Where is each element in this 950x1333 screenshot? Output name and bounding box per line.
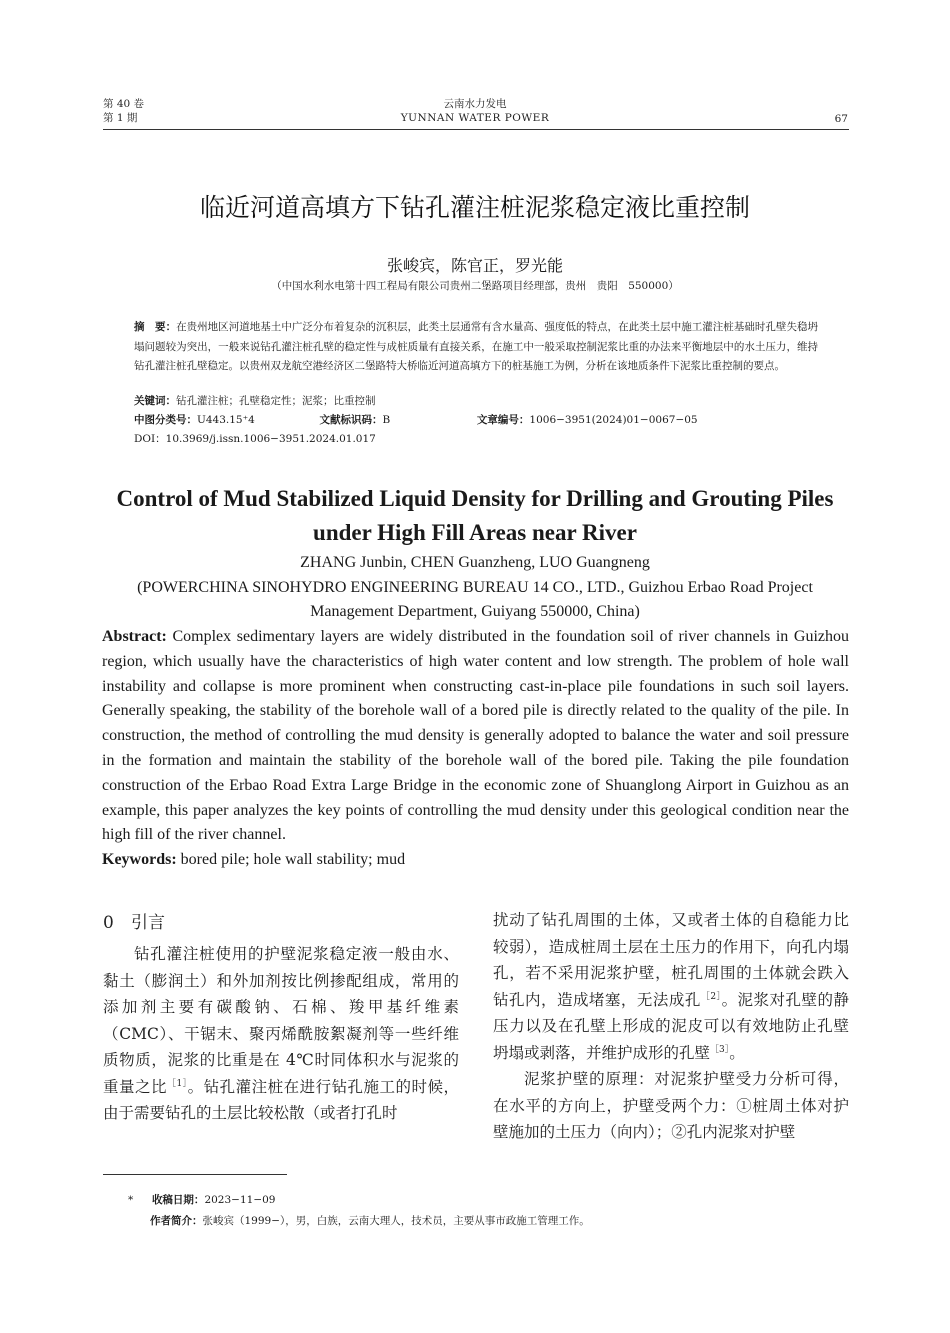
section-heading [103,907,459,939]
received-date-label: 收稿日期： [151,1194,205,1206]
paragraph-2-text-b: 。泥浆对孔壁的静压力以及在孔壁上形成的泥皮可以有效地防止孔壁坍塌或剥落，并维护成形的孔壁 [493,990,849,1062]
paper-title-en: Control of Mud Stabilized Liquid Density for Drilling and Grouting Piles under High Fill Areas near River [116,486,834,545]
header-rule [103,129,849,130]
abstract-cn-label: 摘 要： [134,321,177,333]
footnote-marker: * [128,1194,134,1206]
citation-3: ［3］ [710,1044,730,1055]
abstract-cn [134,318,818,377]
body-column-left [103,907,459,1127]
doc-code-label: 文献标识码： [319,414,383,426]
authors-en: ZHANG Junbin, CHEN Guanzheng, LUO Guangneng [300,554,650,571]
issue-label: 第 1 期 [103,112,138,124]
author-bio-value: 张峻宾（1999−），男，白族，云南大理人，技术员，主要从事市政施工管理工作。 [202,1215,590,1227]
footnote-author-bio [150,1213,590,1229]
author-bio-label: 作者简介： [150,1215,203,1227]
article-number-label: 文章编号： [476,414,530,426]
paragraph-2-text-a: 扰动了钻孔周围的土体，又或者土体的自稳能力比较弱），造成桩周土层在土压力的作用下，向孔内塌孔，若不采用泥浆护壁，桩孔周围的土体就会跌入钻孔内，造成堵塞，无法成孔 [493,911,849,1009]
citation-2: ［2］ [700,991,722,1002]
paragraph-1-text-b: 。钻孔灌注桩在进行钻孔施工的时候，由于需要钻孔的土层比较松散（或者打孔时 [103,1077,459,1122]
citation-1: ［1］ [166,1078,188,1089]
volume-label: 第 40 卷 [103,98,145,110]
keywords-cn [134,392,818,412]
clc-label: 中图分类号： [134,414,197,426]
paragraph-2 [493,907,849,1066]
abstract-en-text: Complex sedimentary layers are widely distributed in the foundation soil of river channels in Guizhou region, which usually have the characteristics of high water content and low strength. The problem of hole wall instability and collapse is more prominent when constructing cast-in-place pile foundations in such soil layers. Generally speaking, the stability of the borehole wall of a bored pile is directly related to the quality of the pile. In construction, the method of controlling the mud density is generally adopted to balance the water and soil pressure in the formation and maintain the stability of the borehole wall of the bored pile. Taking the pile foundation construction of the Erbao Road Extra Large Bridge in the economic zone of Shuanglong Airport in Guizhou as an example, this paper analyzes the key points of controlling the mud density under this geological condition near the high fill of the river channel. [102,628,850,844]
keywords-en-label: Keywords: [102,851,177,868]
paper-title-cn: 临近河道高填方下钻孔灌注桩泥浆稳定液比重控制 [199,193,750,222]
journal-name-cn: 云南水力发电 [443,98,507,110]
footnote-received [128,1192,275,1208]
section-number: 0 [103,913,114,933]
keywords-cn-text: 钻孔灌注桩；孔壁稳定性；泥浆；比重控制 [176,395,376,407]
page-number: 67 [834,113,848,125]
section-title: 引言 [131,913,165,933]
keywords-en-text: bored pile; hole wall stability; mud [180,851,406,868]
paragraph-1 [103,941,459,1127]
body-column-right [493,907,849,1146]
abstract-en [102,625,849,848]
classification-line [134,411,818,431]
doi: DOI：10.3969/j.issn.1006−3951.2024.01.017 [134,433,376,445]
keywords-cn-label: 关键词： [134,395,176,407]
footnote-rule [103,1174,287,1175]
article-number-value: 1006−3951(2024)01−0067−05 [529,414,698,426]
authors-cn: 张峻宾，陈官正，罗光能 [386,256,563,275]
paragraph-2-text-c: 。 [729,1043,745,1062]
abstract-cn-text: 在贵州地区河道地基土中广泛分布着复杂的沉积层，此类土层通常有含水量高、强度低的特点，在此类土层中施工灌注桩基础时孔壁失稳坍塌问题较为突出，一般来说钻孔灌注桩孔壁的稳定性与成桩质量有直接关系，在施工中一般采取控制泥浆比重的办法来平衡地层中的水土压力，维持钻孔灌注桩孔壁稳定。以贵州双龙航空港经济区二堡路特大桥临近河道高填方下的桩基施工为例，分析在该地质条件下泥浆比重控制的要点。 [134,321,818,372]
abstract-en-label: Abstract: [102,628,167,645]
affiliation-cn: （中国水利水电第十四工程局有限公司贵州二堡路项目经理部，贵州 贵阳 550000） [271,280,679,292]
keywords-en [102,848,849,872]
affiliation-en-line-2: Management Department, Guiyang 550000, China) [310,603,640,620]
affiliation-en-line-1: (POWERCHINA SINOHYDRO ENGINEERING BUREAU 14 CO., LTD., Guizhou Erbao Road Project [137,579,813,596]
paragraph-3: 泥浆护壁的原理：对泥浆护壁受力分析可得，在水平的方向上，护壁受两个力：①桩周土体对护壁施加的土压力（向内）；②孔内泥浆对护壁 [493,1070,849,1141]
clc-value: U443.15⁺4 [197,414,255,426]
received-date-value: 2023−11−09 [204,1194,276,1206]
journal-name [0,97,950,125]
doc-code-value: B [382,414,391,426]
paragraph-1-text-a: 钻孔灌注桩使用的护壁泥浆稳定液一般由水、黏土（膨润土）和外加剂按比例掺配组成，常用的添加剂主要有碳酸钠、石棉、羧甲基纤维素（CMC）、干锯末、聚丙烯酰胺絮凝剂等一些纤维质物质，泥浆的比重是在 4℃时同体积水与泥浆的重量之比 [103,945,459,1096]
journal-name-en: YUNNAN WATER POWER [400,112,550,124]
